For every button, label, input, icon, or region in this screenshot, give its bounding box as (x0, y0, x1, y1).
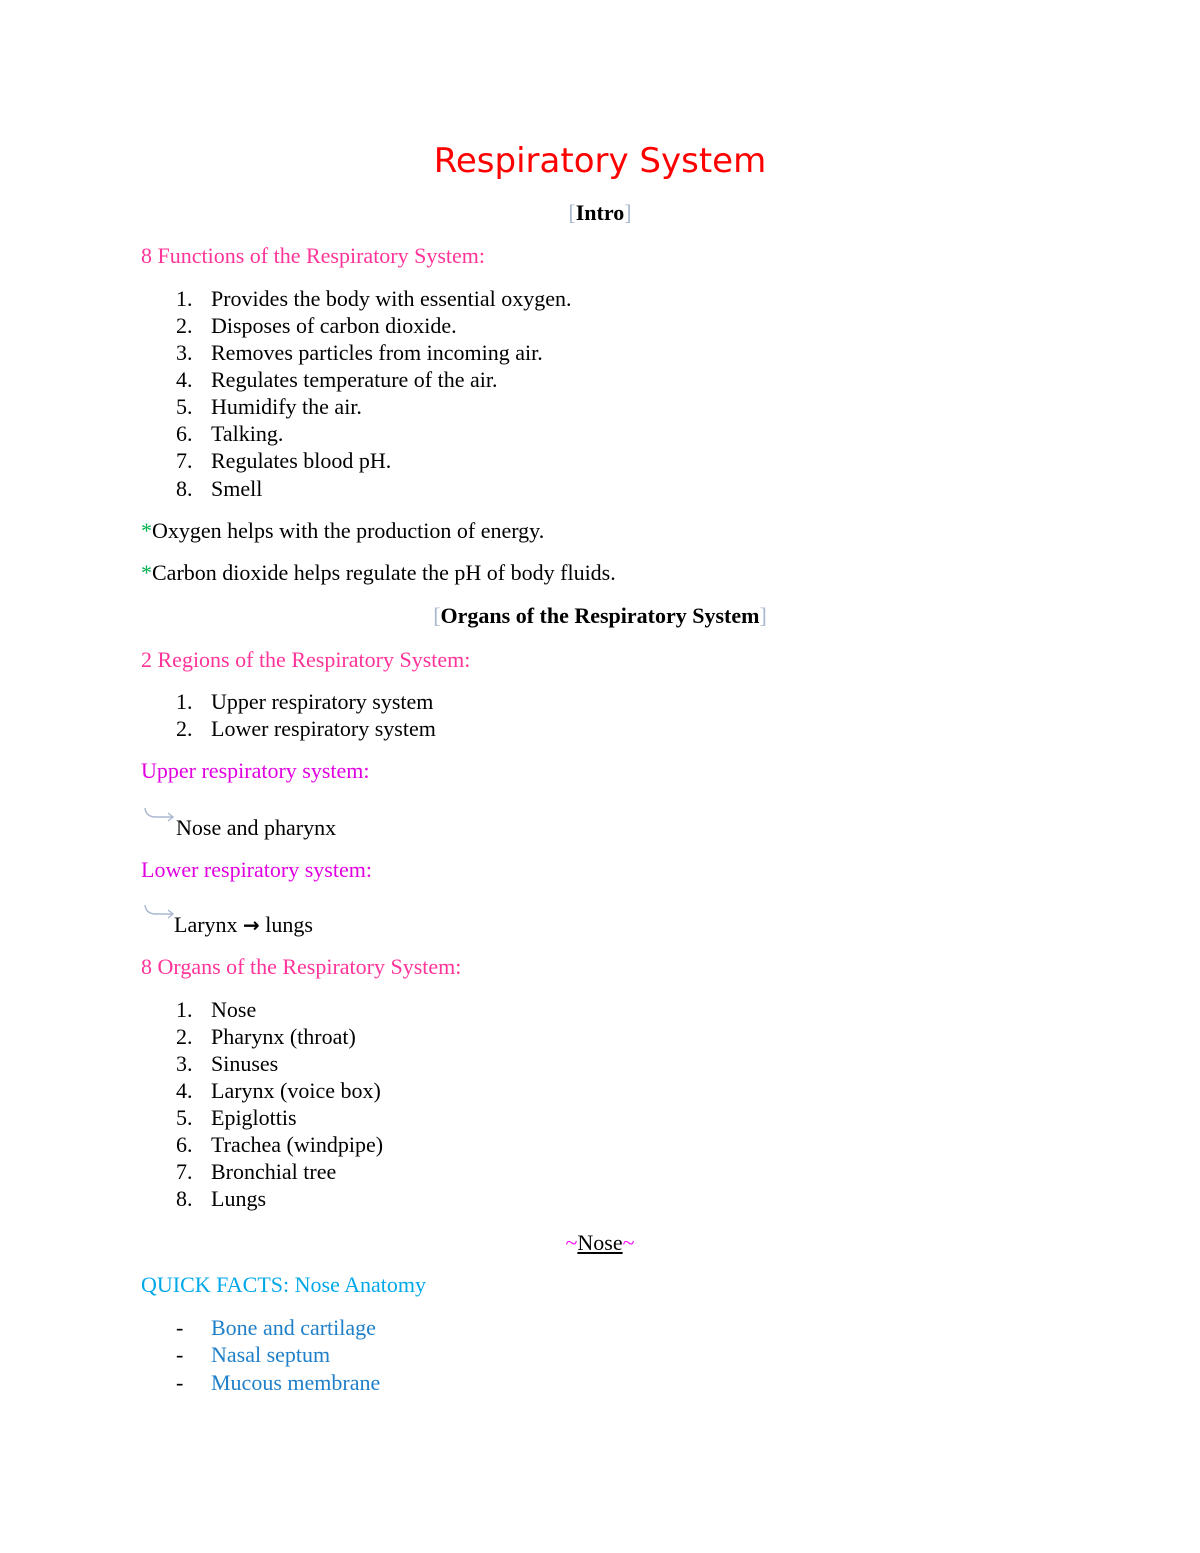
bracket-open: [ (433, 603, 441, 628)
upper-system-heading: Upper respiratory system: (141, 758, 370, 783)
list-item: Provides the body with essential oxygen. (211, 286, 572, 311)
list-dash: - (176, 1342, 184, 1367)
list-item: Talking. (211, 421, 284, 446)
section-heading-intro-label: Intro (575, 200, 625, 225)
bracket-close: ] (624, 200, 632, 225)
curved-arrow-icon (142, 805, 176, 827)
list-item: Trachea (windpipe) (211, 1132, 384, 1157)
list-number: 8. (176, 476, 193, 501)
quick-facts-heading: QUICK FACTS: Nose Anatomy (141, 1272, 426, 1297)
list-number: 5. (176, 1105, 193, 1130)
list-number: 4. (176, 367, 193, 392)
upper-system-text: Nose and pharynx (176, 815, 337, 840)
tilde-marker: ~ (565, 1230, 578, 1255)
list-number: 5. (176, 394, 193, 419)
list-item: Larynx (voice box) (211, 1078, 381, 1103)
list-item: Bronchial tree (211, 1159, 337, 1184)
list-number: 2. (176, 716, 193, 741)
list-item: Lungs (211, 1186, 266, 1211)
curved-arrow-icon (142, 902, 176, 924)
list-item: Regulates blood pH. (211, 448, 392, 473)
note-carbon-dioxide (141, 562, 616, 584)
list-number: 1. (176, 286, 193, 311)
star-marker: * (141, 560, 152, 585)
lower-text-lungs: lungs (265, 912, 313, 937)
lower-system-heading: Lower respiratory system: (141, 857, 372, 882)
note-text: Oxygen helps with the production of energy. (152, 518, 545, 543)
organs-heading: 8 Organs of the Respiratory System: (141, 954, 462, 979)
list-number: 4. (176, 1078, 193, 1103)
list-number: 6. (176, 421, 193, 446)
section-heading-organs-label: Organs of the Respiratory System (440, 603, 760, 628)
list-dash: - (176, 1315, 184, 1340)
list-item: Removes particles from incoming air. (211, 340, 543, 365)
section-heading-organs (0, 605, 1200, 627)
list-item: Nose (211, 997, 257, 1022)
lower-system-text (174, 914, 313, 936)
list-item: Upper respiratory system (211, 689, 434, 714)
star-marker: * (141, 518, 152, 543)
list-item: Sinuses (211, 1051, 279, 1076)
list-item: Epiglottis (211, 1105, 297, 1130)
list-item: Mucous membrane (211, 1370, 381, 1395)
list-item: Regulates temperature of the air. (211, 367, 498, 392)
bracket-close: ] (759, 603, 767, 628)
list-item: Nasal septum (211, 1342, 331, 1367)
list-number: 7. (176, 1159, 193, 1184)
list-number: 3. (176, 340, 193, 365)
list-item: Pharynx (throat) (211, 1024, 356, 1049)
section-heading-nose (0, 1232, 1200, 1254)
list-number: 7. (176, 448, 193, 473)
list-number: 6. (176, 1132, 193, 1157)
list-item: Lower respiratory system (211, 716, 436, 741)
note-oxygen (141, 520, 544, 542)
functions-heading: 8 Functions of the Respiratory System: (141, 243, 486, 268)
list-item: Disposes of carbon dioxide. (211, 313, 457, 338)
list-number: 1. (176, 689, 193, 714)
list-number: 1. (176, 997, 193, 1022)
regions-heading: 2 Regions of the Respiratory System: (141, 647, 471, 672)
list-item: Smell (211, 476, 263, 501)
lower-text-larynx: Larynx (174, 912, 238, 937)
list-dash: - (176, 1370, 184, 1395)
list-number: 2. (176, 1024, 193, 1049)
list-number: 2. (176, 313, 193, 338)
section-heading-nose-label: Nose (577, 1230, 623, 1255)
section-heading-intro (0, 202, 1200, 224)
tilde-marker: ~ (622, 1230, 635, 1255)
list-item: Bone and cartilage (211, 1315, 376, 1340)
list-number: 3. (176, 1051, 193, 1076)
bracket-open: [ (568, 200, 576, 225)
note-text: Carbon dioxide helps regulate the pH of body fluids. (152, 560, 616, 585)
page-title: Respiratory System (433, 141, 767, 181)
list-number: 8. (176, 1186, 193, 1211)
right-arrow-icon: → (243, 913, 260, 937)
list-item: Humidify the air. (211, 394, 362, 419)
